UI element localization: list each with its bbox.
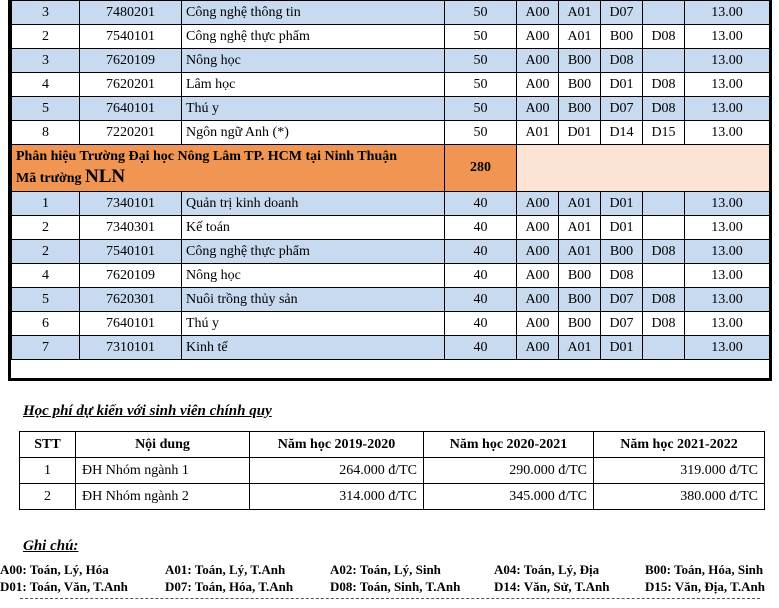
tuition-content: ĐH Nhóm ngành 2 bbox=[76, 484, 250, 510]
row-stt: 5 bbox=[12, 97, 80, 121]
tuition-table bbox=[19, 431, 765, 510]
subject-combo: D01 bbox=[601, 216, 643, 240]
tuition-stt: 2 bbox=[20, 484, 76, 510]
subject-combo: D07 bbox=[601, 97, 643, 121]
min-score: 13.00 bbox=[685, 216, 770, 240]
subject-combo: A00 bbox=[517, 97, 559, 121]
subject-combo: B00 bbox=[559, 288, 601, 312]
major-name: Công nghệ thông tin bbox=[182, 1, 445, 25]
min-score: 13.00 bbox=[685, 49, 770, 73]
subject-combo: A00 bbox=[517, 49, 559, 73]
row-stt: 1 bbox=[12, 192, 80, 216]
major-code: 7640101 bbox=[80, 97, 182, 121]
major-code: 7620109 bbox=[80, 264, 182, 288]
quota: 50 bbox=[445, 73, 517, 97]
min-score: 13.00 bbox=[685, 312, 770, 336]
subject-combo: A00 bbox=[517, 216, 559, 240]
quota: 40 bbox=[445, 240, 517, 264]
subject-combo: D01 bbox=[559, 121, 601, 145]
note-item: D01: Toán, Văn, T.Anh bbox=[0, 579, 128, 594]
min-score: 13.00 bbox=[685, 25, 770, 49]
note-item: D08: Toán, Sinh, T.Anh bbox=[330, 579, 461, 594]
subject-combo: B00 bbox=[559, 73, 601, 97]
subject-combo: A01 bbox=[559, 1, 601, 25]
tuition-fee-y2: 290.000 đ/TC bbox=[424, 458, 594, 484]
branch-quota: 280 bbox=[445, 145, 517, 192]
major-name: Kinh tế bbox=[182, 336, 445, 360]
major-code: 7640101 bbox=[80, 312, 182, 336]
tuition-header-content: Nội dung bbox=[76, 432, 250, 458]
major-code: 7620201 bbox=[80, 73, 182, 97]
major-code: 7340101 bbox=[80, 192, 182, 216]
branch-blank-cell bbox=[517, 145, 770, 192]
admission-row bbox=[12, 25, 770, 49]
subject-combo: A00 bbox=[517, 192, 559, 216]
subject-combo: B00 bbox=[559, 97, 601, 121]
major-name: Thú y bbox=[182, 97, 445, 121]
quota: 50 bbox=[445, 25, 517, 49]
quota: 50 bbox=[445, 1, 517, 25]
note-item: A02: Toán, Lý, Sinh bbox=[330, 562, 441, 577]
quota: 40 bbox=[445, 312, 517, 336]
subject-combo: A00 bbox=[517, 312, 559, 336]
major-name: Kế toán bbox=[182, 216, 445, 240]
major-name: Quản trị kinh doanh bbox=[182, 192, 445, 216]
tuition-header-year1: Năm học 2019-2020 bbox=[250, 432, 424, 458]
subject-combo bbox=[643, 1, 685, 25]
admission-row bbox=[12, 240, 770, 264]
subject-combo: D01 bbox=[601, 73, 643, 97]
quota: 40 bbox=[445, 192, 517, 216]
subject-combo: D08 bbox=[643, 288, 685, 312]
quota: 40 bbox=[445, 264, 517, 288]
min-score: 13.00 bbox=[685, 73, 770, 97]
subject-combo: B00 bbox=[559, 49, 601, 73]
admission-row bbox=[12, 192, 770, 216]
subject-combo bbox=[643, 192, 685, 216]
tuition-heading: Học phí dự kiến với sinh viên chính quy bbox=[23, 403, 272, 419]
major-name: Nông học bbox=[182, 264, 445, 288]
subject-combo: D08 bbox=[643, 25, 685, 49]
row-stt: 2 bbox=[12, 240, 80, 264]
min-score: 13.00 bbox=[685, 121, 770, 145]
subject-combo: B00 bbox=[559, 312, 601, 336]
subject-combo: A00 bbox=[517, 240, 559, 264]
subject-combo bbox=[643, 216, 685, 240]
subject-combo: A01 bbox=[517, 121, 559, 145]
row-stt: 3 bbox=[12, 49, 80, 73]
major-name: Thú y bbox=[182, 312, 445, 336]
major-code: 7620109 bbox=[80, 49, 182, 73]
quota: 40 bbox=[445, 216, 517, 240]
subject-combo bbox=[643, 336, 685, 360]
major-code: 7340301 bbox=[80, 216, 182, 240]
admission-row bbox=[12, 121, 770, 145]
branch-row bbox=[12, 145, 770, 192]
notes-heading: Ghi chú: bbox=[23, 538, 79, 554]
major-name: Nuôi trồng thủy sản bbox=[182, 288, 445, 312]
quota: 50 bbox=[445, 97, 517, 121]
subject-combo: D07 bbox=[601, 1, 643, 25]
admission-row bbox=[12, 49, 770, 73]
tuition-header-row bbox=[20, 432, 765, 458]
tuition-header-stt: STT bbox=[20, 432, 76, 458]
row-stt: 7 bbox=[12, 336, 80, 360]
tuition-header-year2: Năm học 2020-2021 bbox=[424, 432, 594, 458]
major-code: 7480201 bbox=[80, 1, 182, 25]
major-code: 7540101 bbox=[80, 25, 182, 49]
note-item: D15: Văn, Địa, T.Anh bbox=[645, 579, 765, 594]
subject-combo: A01 bbox=[559, 192, 601, 216]
tuition-stt: 1 bbox=[20, 458, 76, 484]
tuition-fee-y1: 314.000 đ/TC bbox=[250, 484, 424, 510]
tuition-fee-y3: 319.000 đ/TC bbox=[594, 458, 765, 484]
subject-combo: D01 bbox=[601, 336, 643, 360]
branch-name: Phân hiệu Trường Đại học Nông Lâm TP. HCM tại Ninh Thuận bbox=[16, 149, 398, 164]
major-code: 7310101 bbox=[80, 336, 182, 360]
min-score: 13.00 bbox=[685, 288, 770, 312]
admission-row bbox=[12, 97, 770, 121]
subject-combo: D08 bbox=[643, 312, 685, 336]
subject-combo: D07 bbox=[601, 288, 643, 312]
admissions-table bbox=[11, 0, 770, 360]
subject-combo: D08 bbox=[643, 240, 685, 264]
min-score: 13.00 bbox=[685, 192, 770, 216]
subject-combo: B00 bbox=[601, 240, 643, 264]
tuition-fee-y1: 264.000 đ/TC bbox=[250, 458, 424, 484]
major-name: Công nghệ thực phẩm bbox=[182, 25, 445, 49]
tuition-header-year3: Năm học 2021-2022 bbox=[594, 432, 765, 458]
subject-combo bbox=[643, 49, 685, 73]
subject-combo: A00 bbox=[517, 264, 559, 288]
admission-row bbox=[12, 1, 770, 25]
subject-combo: A00 bbox=[517, 73, 559, 97]
quota: 40 bbox=[445, 288, 517, 312]
min-score: 13.00 bbox=[685, 97, 770, 121]
note-item: A00: Toán, Lý, Hóa bbox=[0, 562, 109, 577]
tuition-content: ĐH Nhóm ngành 1 bbox=[76, 458, 250, 484]
quota: 40 bbox=[445, 336, 517, 360]
row-stt: 4 bbox=[12, 264, 80, 288]
subject-combo: D08 bbox=[643, 97, 685, 121]
subject-combo: D01 bbox=[601, 192, 643, 216]
major-name: Ngôn ngữ Anh (*) bbox=[182, 121, 445, 145]
admission-row bbox=[12, 264, 770, 288]
subject-combo: A01 bbox=[559, 25, 601, 49]
tuition-row bbox=[20, 484, 765, 510]
note-item: A01: Toán, Lý, T.Anh bbox=[165, 562, 286, 577]
subject-combo: A00 bbox=[517, 1, 559, 25]
major-name: Công nghệ thực phẩm bbox=[182, 240, 445, 264]
subject-combo: B00 bbox=[559, 264, 601, 288]
major-code: 7220201 bbox=[80, 121, 182, 145]
subject-combo: A00 bbox=[517, 288, 559, 312]
subject-combo: D15 bbox=[643, 121, 685, 145]
subject-combo: A00 bbox=[517, 336, 559, 360]
admission-row bbox=[12, 288, 770, 312]
major-code: 7620301 bbox=[80, 288, 182, 312]
subject-combo: D14 bbox=[601, 121, 643, 145]
subject-combo: A01 bbox=[559, 240, 601, 264]
row-stt: 8 bbox=[12, 121, 80, 145]
min-score: 13.00 bbox=[685, 240, 770, 264]
admission-row bbox=[12, 73, 770, 97]
note-item: A04: Toán, Lý, Địa bbox=[494, 562, 600, 577]
row-stt: 3 bbox=[12, 1, 80, 25]
branch-code: NLN bbox=[85, 166, 126, 187]
min-score: 13.00 bbox=[685, 264, 770, 288]
row-stt: 5 bbox=[12, 288, 80, 312]
admissions-table-frame bbox=[8, 0, 772, 381]
subject-combo: D07 bbox=[601, 312, 643, 336]
branch-code-line bbox=[16, 167, 440, 189]
subject-combo: D08 bbox=[601, 49, 643, 73]
branch-title bbox=[12, 145, 445, 192]
dashed-divider bbox=[20, 598, 760, 599]
admission-row bbox=[12, 312, 770, 336]
note-item: B00: Toán, Hóa, Sinh bbox=[645, 562, 764, 577]
subject-combo: D08 bbox=[601, 264, 643, 288]
subject-combo bbox=[643, 264, 685, 288]
major-name: Lâm học bbox=[182, 73, 445, 97]
subject-combo: A01 bbox=[559, 336, 601, 360]
branch-code-label: Mã trường bbox=[16, 171, 82, 186]
subject-combo: B00 bbox=[601, 25, 643, 49]
admission-row bbox=[12, 336, 770, 360]
min-score: 13.00 bbox=[685, 336, 770, 360]
row-stt: 4 bbox=[12, 73, 80, 97]
row-stt: 2 bbox=[12, 25, 80, 49]
note-item: D14: Văn, Sử, T.Anh bbox=[494, 579, 610, 594]
tuition-row bbox=[20, 458, 765, 484]
note-item: D07: Toán, Hóa, T.Anh bbox=[165, 579, 294, 594]
major-name: Nông học bbox=[182, 49, 445, 73]
tuition-fee-y2: 345.000 đ/TC bbox=[424, 484, 594, 510]
row-stt: 2 bbox=[12, 216, 80, 240]
quota: 50 bbox=[445, 121, 517, 145]
subject-combo: D08 bbox=[643, 73, 685, 97]
tuition-fee-y3: 380.000 đ/TC bbox=[594, 484, 765, 510]
admission-row bbox=[12, 216, 770, 240]
row-stt: 6 bbox=[12, 312, 80, 336]
quota: 50 bbox=[445, 49, 517, 73]
min-score: 13.00 bbox=[685, 1, 770, 25]
subject-combo: A00 bbox=[517, 25, 559, 49]
subject-combo: A01 bbox=[559, 216, 601, 240]
major-code: 7540101 bbox=[80, 240, 182, 264]
